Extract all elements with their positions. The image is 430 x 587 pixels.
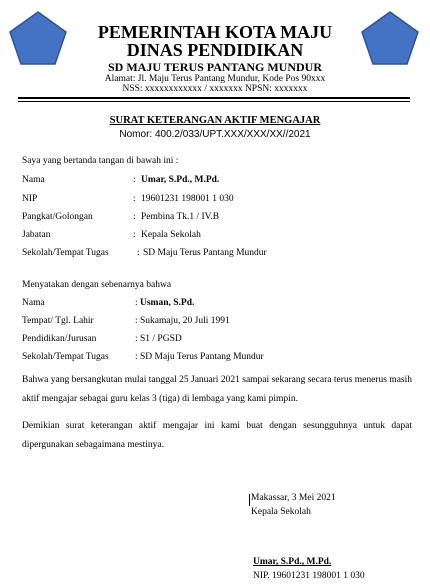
header-government: PEMERINTAH KOTA MAJU (97, 22, 333, 42)
field-label: Pendidikan/Jurusan (22, 334, 97, 344)
header-ids: NSS: xxxxxxxxxxxx / xxxxxxx NPSN: xxxxxxx (122, 84, 308, 94)
signature-name: Umar, S.Pd., M.Pd. (253, 557, 332, 567)
field-colon: : (133, 175, 136, 185)
intro-text: Saya yang bertanda tangan di bawah ini : (22, 156, 179, 166)
signer-rank-value: Pembina Tk.1 / IV.B (141, 212, 220, 222)
field-label: Jabatan (22, 230, 51, 240)
signer-nip-value: 19601231 198001 1 030 (141, 194, 234, 204)
field-label: Sekolah/Tempat Tugas (22, 248, 109, 258)
declaration-text: Menyatakan dengan sebenarnya bahwa (22, 280, 172, 290)
letter-number: Nomor: 400.2/033/UPT.XXX/XXX/XX//2021 (119, 129, 311, 140)
field-colon: : (133, 194, 136, 204)
closing-paragraph: Demikian surat keterangan aktif mengajar ini kami buat dengan sesungguhnya untuk dapat dipergunakan sebagaimana mestinya. (22, 421, 412, 450)
header-department: DINAS PENDIDIKAN (126, 40, 304, 60)
subject-birth-value: Sukamaju, 20 Juli 1991 (140, 316, 230, 326)
header-divider-thick (18, 97, 410, 99)
field-label: Sekolah/Tempat Tugas (22, 352, 109, 362)
field-colon: : (135, 352, 138, 362)
field-colon: : (137, 248, 140, 258)
signer-name-value: Umar, S.Pd., M.Pd. (141, 175, 220, 185)
signer-position: Kepala Sekolah (251, 507, 311, 517)
field-label: NIP (22, 194, 38, 204)
signer-school-value: SD Maju Terus Pantang Mundur (143, 248, 267, 258)
field-label: Nama (22, 175, 45, 185)
header-school: SD MAJU TERUS PANTANG MUNDUR (107, 60, 322, 74)
signer-position-value: Kepala Sekolah (141, 230, 201, 240)
letter-title: SURAT KETERANGAN AKTIF MENGAJAR (109, 115, 321, 126)
place-date: Makassar, 3 Mei 2021 (251, 493, 336, 503)
header-address: Alamat: Jl. Maju Terus Pantang Mundur, Kode Pos 90xxx (104, 74, 326, 84)
field-label: Pangkat/Golongan (22, 212, 93, 222)
field-colon: : (133, 230, 136, 240)
field-label: Tempat/ Tgl. Lahir (22, 316, 94, 326)
subject-school-value: SD Maju Terus Pantang Mundur (140, 352, 264, 362)
field-colon: : (135, 334, 138, 344)
subject-name-value: Usman, S.Pd. (140, 298, 195, 308)
subject-education-value: S1 / PGSD (140, 334, 182, 344)
field-colon: : (135, 316, 138, 326)
field-colon: : (135, 298, 138, 308)
statement-paragraph: Bahwa yang bersangkutan mulai tanggal 25 Januari 2021 sampai sekarang secara terus menerus masih aktif mengajar sebagai guru kelas 3 (tiga) di lembaga yang kami pimpin. (22, 375, 412, 404)
signature-nip: NIP. 19601231 198001 1 030 (253, 571, 365, 581)
field-colon: : (133, 212, 136, 222)
header-divider-thin (18, 101, 410, 102)
field-label: Nama (22, 298, 45, 308)
